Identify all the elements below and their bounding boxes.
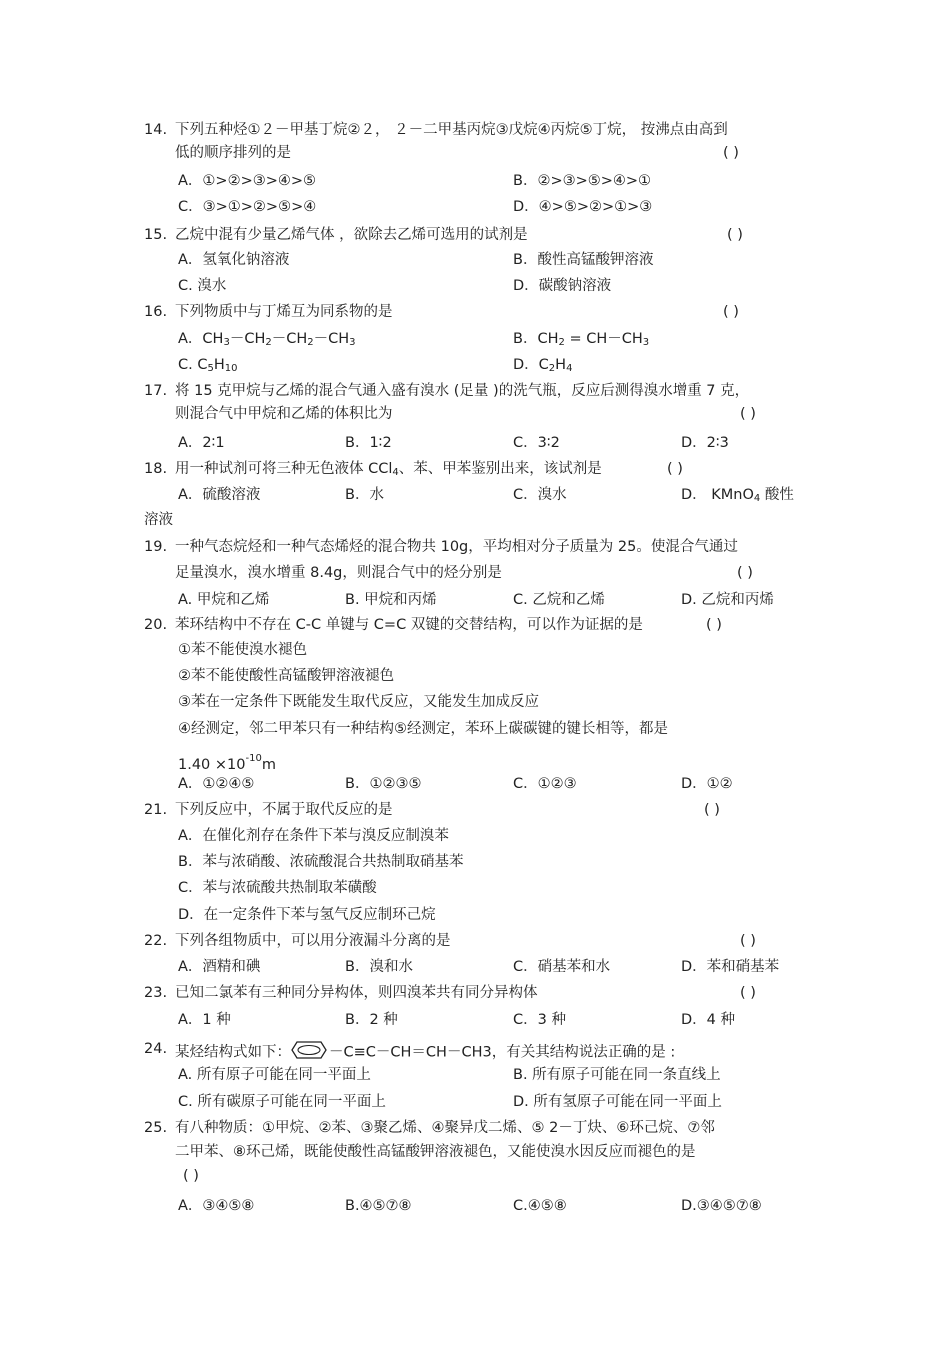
q17-option-a: A．2∶1 xyxy=(178,435,225,451)
q14-answer-paren: ( ) xyxy=(723,145,739,161)
q14-stem-line2: 低的顺序排列的是 xyxy=(175,145,291,161)
q25-stem-line2: 二甲苯、⑧环己烯，既能使酸性高锰酸钾溶液褪色，又能使溴水因反应而褪色的是 xyxy=(175,1144,696,1160)
q15-option-a: A．氢氧化钠溶液 xyxy=(178,252,290,268)
q17-number: 17. xyxy=(144,383,168,399)
q22-answer-paren: ( ) xyxy=(740,933,756,949)
q24-option-d: D. 所有氢原子可能在同一平面上 xyxy=(513,1094,722,1110)
q21-option-b: B．苯与浓硝酸、浓硫酸混合共热制取硝基苯 xyxy=(178,854,464,870)
q18-number: 18. xyxy=(144,461,168,477)
q20-statement-4: ④经测定，邻二甲苯只有一种结构⑤经测定，苯环上碳碳键的键长相等，都是 xyxy=(178,721,668,737)
q16-option-b: B．$CH_2 = CH-CH_3$ xyxy=(513,331,650,348)
q22-option-b: B．溴和水 xyxy=(345,959,413,975)
q14-stem-line1: 下列五种烃①２－甲基丁烷②２， ２－二甲基丙烷③戊烷④丙烷⑤丁烷， 按沸点由高到 xyxy=(175,122,728,138)
q18-option-a: A．硫酸溶液 xyxy=(178,487,261,503)
q20-option-a: A．①②④⑤ xyxy=(178,776,255,792)
q17-stem-line2: 则混合气中甲烷和乙烯的体积比为 xyxy=(175,406,393,422)
q20-statement-3: ③苯在一定条件下既能发生取代反应，又能发生加成反应 xyxy=(178,694,539,710)
q20-statement-2: ②苯不能使酸性高锰酸钾溶液褪色 xyxy=(178,668,394,684)
q15-option-b: B．酸性高锰酸钾溶液 xyxy=(513,252,654,268)
q21-option-a: A．在催化剂存在条件下苯与溴反应制溴苯 xyxy=(178,828,449,844)
q17-option-b: B．1∶2 xyxy=(345,435,392,451)
q24-stem: 某烃结构式如下： －C≡C－CH＝CH－CH3，有关其结构说法正确的是 : xyxy=(175,1040,675,1065)
q19-option-c: C. 乙烷和乙烯 xyxy=(513,592,605,608)
q20-answer-paren: ( ) xyxy=(706,617,722,633)
q17-answer-paren: ( ) xyxy=(740,406,756,422)
q22-option-d: D．苯和硝基苯 xyxy=(681,959,780,975)
q17-option-c: C．3∶2 xyxy=(513,435,560,451)
q22-option-a: A．酒精和碘 xyxy=(178,959,261,975)
q16-option-a: A．$CH_3-CH_2-CH_2-CH_3$ xyxy=(178,331,356,348)
q20-number: 20. xyxy=(144,617,168,633)
q20-stem: 苯环结构中不存在 C-C 单键与 C=C 双键的交替结构，可以作为证据的是 xyxy=(175,617,643,633)
q16-stem: 下列物质中与丁烯互为同系物的是 xyxy=(175,304,393,320)
q14-number: 14. xyxy=(144,122,168,138)
q24-number: 24. xyxy=(144,1041,168,1057)
q16-answer-paren: ( ) xyxy=(723,304,739,320)
q23-option-b: B．2 种 xyxy=(345,1012,398,1028)
q21-number: 21. xyxy=(144,802,168,818)
q17-stem-line1: 将 15 克甲烷与乙烯的混合气通入盛有溴水 (足量 )的洗气瓶，反应后测得溴水增重 7 克， xyxy=(175,383,750,399)
q25-option-b: B.④⑤⑦⑧ xyxy=(345,1198,412,1214)
q20-option-b: B．①②③⑤ xyxy=(345,776,422,792)
q14-option-b: B．②>③>⑤>④>① xyxy=(513,173,652,189)
q21-option-d: D．在一定条件下苯与氢气反应制环己烷 xyxy=(178,907,436,923)
q21-stem: 下列反应中，不属于取代反应的是 xyxy=(175,802,393,818)
q21-option-c: C．苯与浓硫酸共热制取苯磺酸 xyxy=(178,880,377,896)
q20-statement-1: ①苯不能使溴水褪色 xyxy=(178,642,307,658)
q17-option-d: D．2∶3 xyxy=(681,435,729,451)
q16-option-c: C. $C_5H_{10}$ xyxy=(178,357,238,374)
q18-stem: 用一种试剂可将三种无色液体 CCl$_4$、苯、甲苯鉴别出来，该试剂是 xyxy=(175,461,602,478)
q16-number: 16. xyxy=(144,304,168,320)
q19-number: 19. xyxy=(144,539,168,555)
q25-answer-paren: ( ) xyxy=(183,1168,199,1184)
q19-option-b: B. 甲烷和丙烯 xyxy=(345,592,437,608)
benzene-ring-structure xyxy=(291,1040,327,1065)
q19-stem-line1: 一种气态烷烃和一种气态烯烃的混合物共 10g，平均相对分子质量为 25。使混合气通过 xyxy=(175,539,738,555)
q25-stem-line1: 有八种物质：①甲烷、②苯、③聚乙烯、④聚异戊二烯、⑤ 2－丁炔、⑥环己烷、⑦邻 xyxy=(175,1120,715,1136)
q25-option-c: C.④⑤⑧ xyxy=(513,1198,567,1214)
q15-option-c: C. 溴水 xyxy=(178,278,227,294)
q23-answer-paren: ( ) xyxy=(740,985,756,1001)
q23-number: 23. xyxy=(144,985,168,1001)
q24-option-c: C. 所有碳原子可能在同一平面上 xyxy=(178,1094,386,1110)
q23-option-c: C．3 种 xyxy=(513,1012,566,1028)
q20-option-c: C．①②③ xyxy=(513,776,577,792)
q21-answer-paren: ( ) xyxy=(704,802,720,818)
q24-option-b: B. 所有原子可能在同一条直线上 xyxy=(513,1067,721,1083)
q22-option-c: C．硝基苯和水 xyxy=(513,959,611,975)
q15-number: 15. xyxy=(144,227,168,243)
q23-option-d: D．4 种 xyxy=(681,1012,735,1028)
q16-option-d: D．$C_2H_4$ xyxy=(513,357,573,374)
q19-option-a: A. 甲烷和乙烯 xyxy=(178,592,270,608)
q18-answer-paren: ( ) xyxy=(667,461,683,477)
q23-stem: 已知二氯苯有三种同分异构体，则四溴苯共有同分异构体 xyxy=(175,985,538,1001)
q18-option-c: C．溴水 xyxy=(513,487,567,503)
q19-stem-line2: 足量溴水，溴水增重 8.4g，则混合气中的烃分别是 xyxy=(175,565,502,581)
q15-answer-paren: ( ) xyxy=(727,227,743,243)
q15-option-d: D．碳酸钠溶液 xyxy=(513,278,612,294)
q22-number: 22. xyxy=(144,933,168,949)
q25-option-d: D.③④⑤⑦⑧ xyxy=(681,1198,762,1214)
q18-option-b: B．水 xyxy=(345,487,384,503)
q19-answer-paren: ( ) xyxy=(737,565,753,581)
q25-option-a: A．③④⑤⑧ xyxy=(178,1198,255,1214)
q23-option-a: A．1 种 xyxy=(178,1012,231,1028)
q14-option-d: D．④>⑤>②>①>③ xyxy=(513,199,653,215)
q14-option-a: A．①>②>③>④>⑤ xyxy=(178,173,317,189)
q18-option-d-wrap: 溶液 xyxy=(144,512,173,528)
q20-statement-5: $1.40 \times 10^{-10}m$ xyxy=(178,753,276,773)
q20-option-d: D．①② xyxy=(681,776,733,792)
q14-option-c: C．③>①>②>⑤>④ xyxy=(178,199,317,215)
q24-option-a: A. 所有原子可能在同一平面上 xyxy=(178,1067,371,1083)
q15-stem: 乙烷中混有少量乙烯气体 ，欲除去乙烯可选用的试剂是 xyxy=(175,227,528,243)
q25-number: 25. xyxy=(144,1120,168,1136)
q22-stem: 下列各组物质中，可以用分液漏斗分离的是 xyxy=(175,933,451,949)
q19-option-d: D. 乙烷和丙烯 xyxy=(681,592,774,608)
q18-option-d: D． KMnO$_4$ 酸性 xyxy=(681,487,794,504)
